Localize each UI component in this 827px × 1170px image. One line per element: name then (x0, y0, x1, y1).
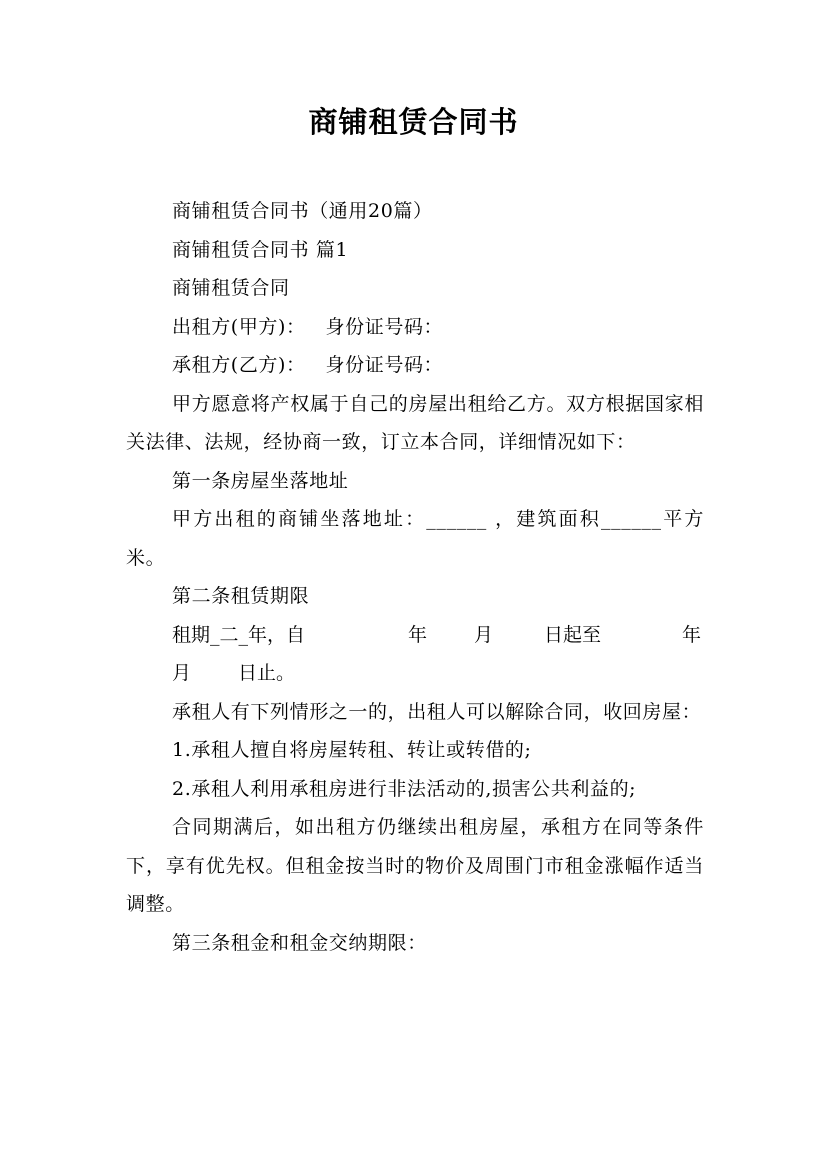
lease-term-month-1: 月 (474, 623, 494, 646)
lease-term-day-to: 日起至 (544, 623, 602, 646)
lease-term-end: 日止。 (238, 662, 296, 684)
paragraph-article-1-heading: 第一条房屋坐落地址 (172, 469, 349, 492)
paragraph-contract-name: 商铺租赁合同 (172, 277, 290, 299)
paragraph-lease-term-line-1 (126, 616, 704, 655)
paragraph-section-heading: 商铺租赁合同书 篇1 (172, 238, 349, 261)
paragraph-subtitle: 商铺租赁合同书（通用20篇） (172, 200, 433, 222)
paragraph-lease-term-line-2 (126, 654, 704, 693)
paragraph-article-2-heading: 第二条租赁期限 (172, 585, 310, 607)
paragraph-condition-2: 2.承租人利用承租房进行非法活动的,损害公共利益的; (172, 777, 637, 800)
document-title: 商铺租赁合同书 (308, 105, 519, 139)
paragraph-article-3-heading: 第三条租金和租金交纳期限： (172, 931, 427, 954)
paragraph-renewal: 合同期满后，如出租方仍继续出租房屋，承租方在同等条件下，享有优先权。但租金按当时的物价及周围门市租金涨幅作适当调整。 (126, 816, 704, 915)
lease-term-start: 租期_二_年，自 (172, 623, 306, 646)
document-body (126, 192, 704, 962)
paragraph-lessor-line: 出租方(甲方)： 身份证号码： (172, 315, 444, 338)
paragraph-lessee-line: 承租方(乙方)： 身份证号码： (172, 354, 444, 376)
paragraph-address: 甲方出租的商铺坐落地址：______ ，建筑面积______平方米。 (126, 508, 704, 569)
lease-term-year-1: 年 (408, 623, 428, 646)
paragraph-intro: 甲方愿意将产权属于自己的房屋出租给乙方。双方根据国家相关法律、法规，经协商一致，订立本合同，详细情况如下： (126, 392, 704, 453)
lease-term-month-2: 月 (172, 662, 192, 684)
paragraph-condition-1: 1.承租人擅自将房屋转租、转让或转借的; (172, 739, 532, 761)
lease-term-year-2: 年 (682, 623, 702, 646)
paragraph-termination-conditions: 承租人有下列情形之一的，出租人可以解除合同，收回房屋： (172, 700, 702, 723)
